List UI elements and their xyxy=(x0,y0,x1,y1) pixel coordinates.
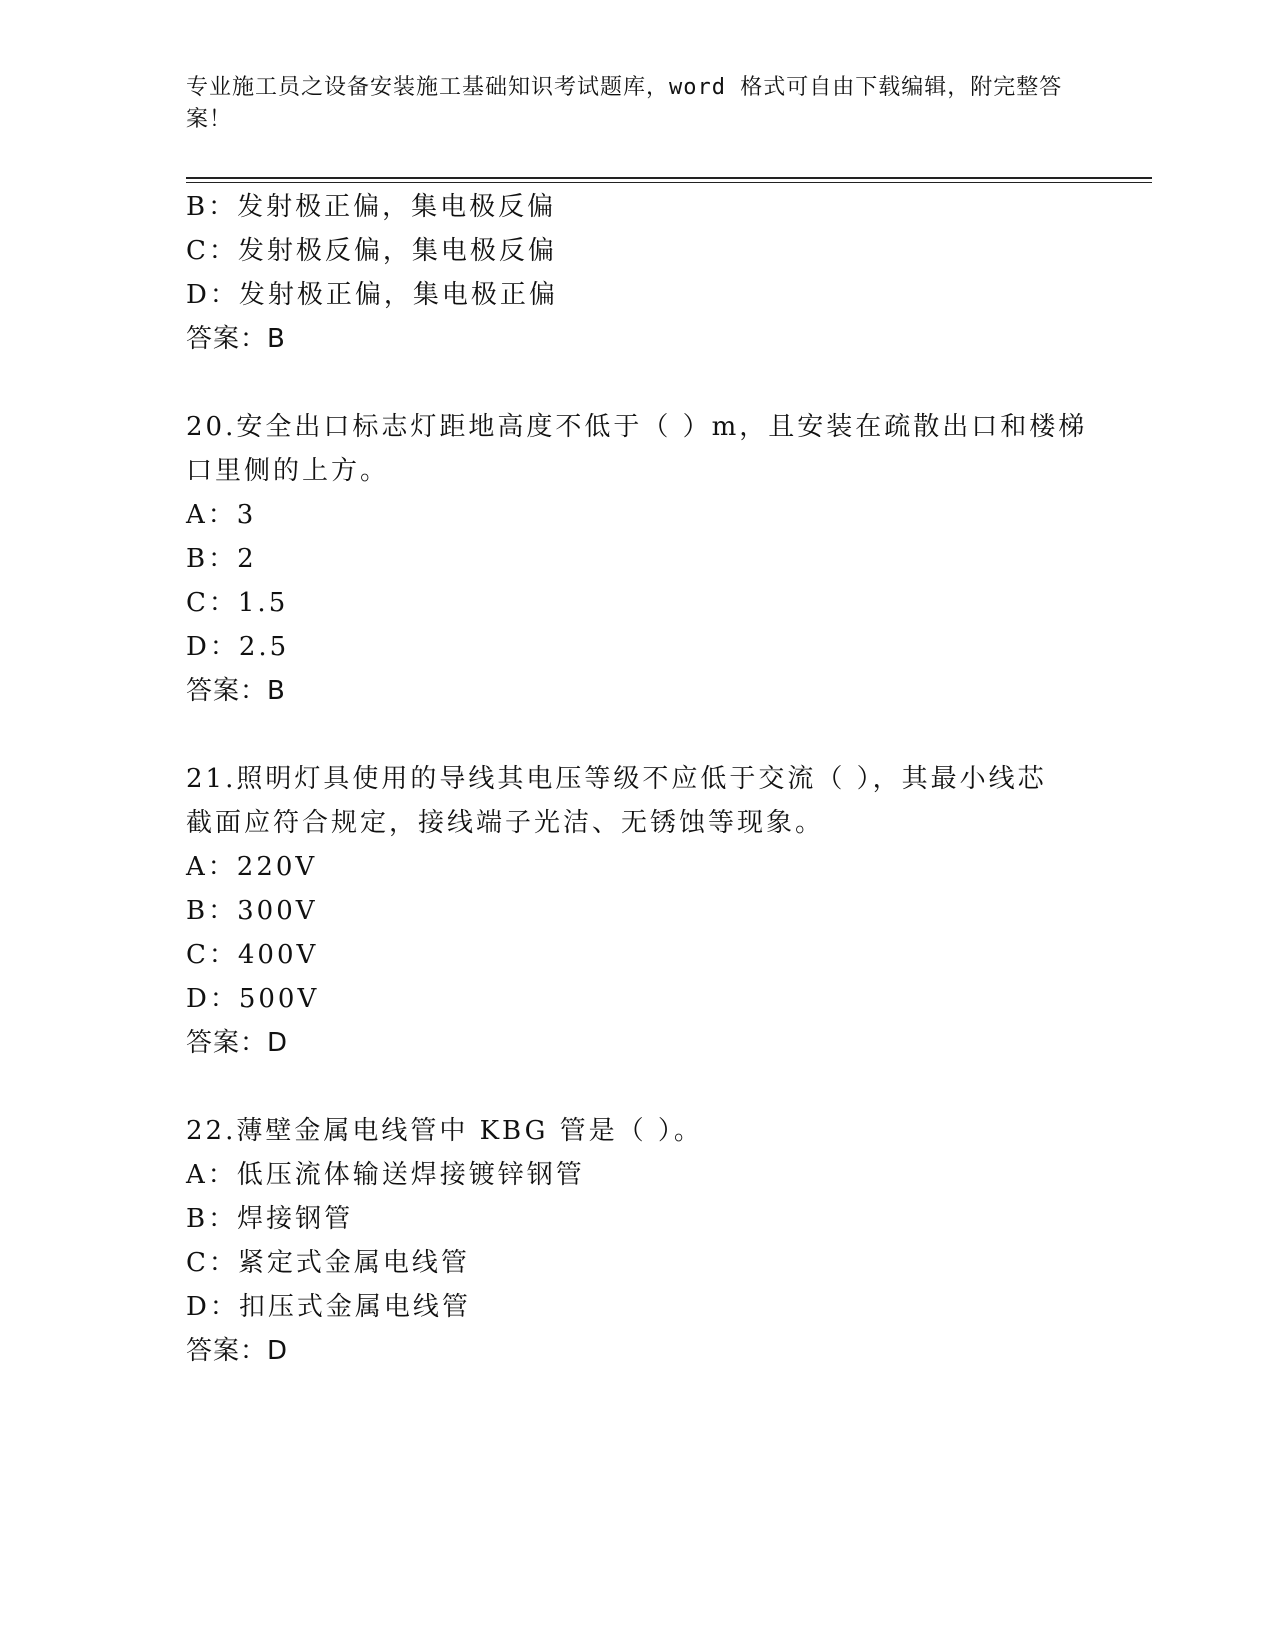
q21-answer: 答案：D xyxy=(186,1028,289,1058)
q19-answer: 答案：B xyxy=(186,324,286,354)
q21-stem-line1: 21.照明灯具使用的导线其电压等级不应低于交流（ ），其最小线芯 xyxy=(186,764,1047,794)
q19-option-c: C：发射极反偏，集电极反偏 xyxy=(186,236,557,266)
q21-stem-line2: 截面应符合规定，接线端子光洁、无锈蚀等现象。 xyxy=(186,808,825,838)
q20-option-a: A：3 xyxy=(186,500,257,530)
q20-option-b: B：2 xyxy=(186,544,257,574)
q21-option-d: D：500V xyxy=(186,984,320,1014)
q20-option-d: D：2.5 xyxy=(186,632,290,662)
q22-option-d: D：扣压式金属电线管 xyxy=(186,1292,471,1322)
q19-option-b: B：发射极正偏，集电极反偏 xyxy=(186,192,557,222)
q20-option-c: C：1.5 xyxy=(186,588,289,618)
header-divider xyxy=(186,177,1152,179)
q22-option-c: C：紧定式金属电线管 xyxy=(186,1248,470,1278)
q22-option-b: B：焊接钢管 xyxy=(186,1204,354,1234)
q20-stem-line2: 口里侧的上方。 xyxy=(186,456,390,486)
document-header: 专业施工员之设备安装施工基础知识考试题库，word 格式可自由下载编辑，附完整答案！ xyxy=(186,75,1063,132)
q22-answer: 答案：D xyxy=(186,1336,289,1366)
header-divider-thin xyxy=(186,182,1152,183)
q22-option-a: A：低压流体输送焊接镀锌钢管 xyxy=(186,1160,585,1190)
q21-option-b: B：300V xyxy=(186,896,318,926)
q19-option-d: D：发射极正偏，集电极正偏 xyxy=(186,280,558,310)
q21-option-c: C：400V xyxy=(186,940,319,970)
q22-stem-line1: 22.薄壁金属电线管中 KBG 管是（ ）。 xyxy=(186,1116,703,1146)
q21-option-a: A：220V xyxy=(186,852,318,882)
q20-stem-line1: 20.安全出口标志灯距地高度不低于（ ）m，且安装在疏散出口和楼梯 xyxy=(186,412,1088,442)
q20-answer: 答案：B xyxy=(186,676,286,706)
